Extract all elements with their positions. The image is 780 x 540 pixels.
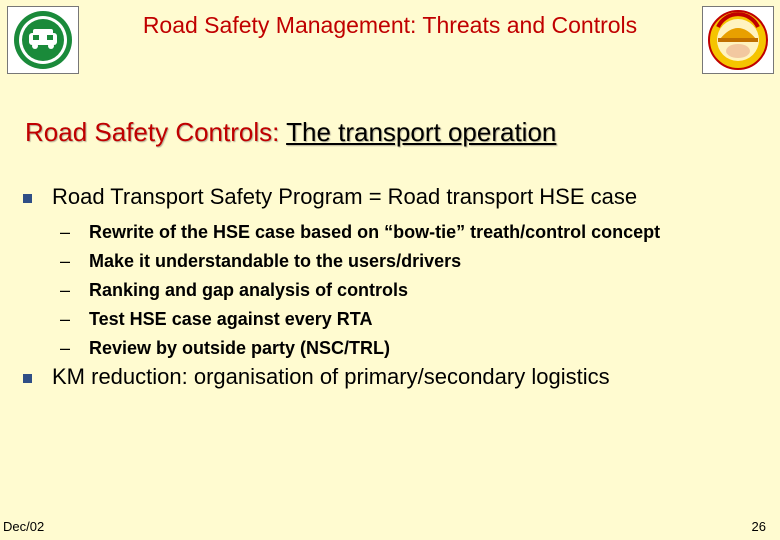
- square-bullet-icon: [23, 194, 32, 203]
- sub-bullet-item: [60, 218, 660, 247]
- dash-bullet-icon: –: [60, 222, 71, 242]
- slide-title: [25, 117, 556, 148]
- bullet-text: Road Transport Safety Program = Road transport HSE case: [52, 184, 638, 209]
- sub-bullet-item: [60, 305, 660, 334]
- slide-title-sub: The transport operation: [286, 117, 557, 147]
- header-title: Road Safety Management: Threats and Controls: [142, 12, 638, 38]
- dash-bullet-icon: –: [60, 280, 71, 300]
- slide-title-main: Road Safety Controls:: [25, 117, 287, 147]
- safety-is-teamwork-emblem-icon: [702, 6, 774, 74]
- sub-bullet-text: Ranking and gap analysis of controls: [89, 280, 409, 300]
- sub-bullet-text: Rewrite of the HSE case based on “bow-tie” treath/control concept: [89, 222, 661, 242]
- sub-bullet-text: Review by outside party (NSC/TRL): [89, 338, 391, 358]
- square-bullet-icon: [23, 374, 32, 383]
- bullet-item: [23, 184, 637, 210]
- sub-bullet-item: [60, 247, 660, 276]
- sub-bullet-item: [60, 334, 660, 363]
- dash-bullet-icon: –: [60, 251, 71, 271]
- sub-bullet-text: Test HSE case against every RTA: [89, 309, 373, 329]
- footer-date: Dec/02: [3, 519, 45, 534]
- dash-bullet-icon: –: [60, 309, 71, 329]
- bullet-text: KM reduction: organisation of primary/secondary logistics: [52, 364, 610, 389]
- sub-bullet-text: Make it understandable to the users/drivers: [89, 251, 462, 271]
- bullet-item: [23, 364, 610, 390]
- sub-bullet-list: [60, 218, 660, 363]
- page-number: 26: [751, 519, 766, 534]
- dash-bullet-icon: –: [60, 338, 71, 358]
- sub-bullet-item: [60, 276, 660, 305]
